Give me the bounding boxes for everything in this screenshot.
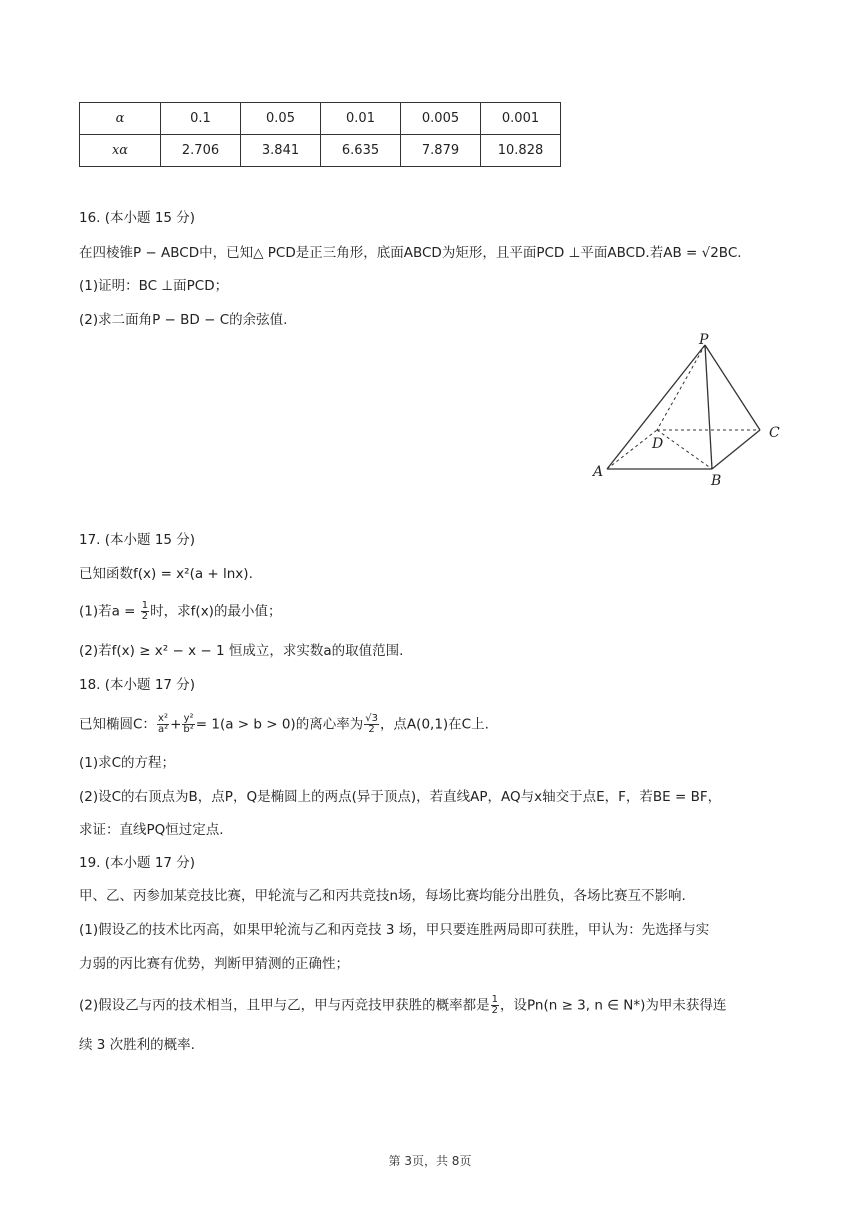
- table-cell: 0.1: [161, 103, 241, 135]
- q16-stem: 在四棱锥P − ABCD中，已知△ PCD是正三角形，底面ABCD为矩形，且平面PCD ⊥平面ABCD.若AB = √2BC.: [79, 245, 742, 261]
- numerator: 1: [491, 994, 498, 1005]
- q17-part1-text: 时，求f(x)的最小值；: [150, 603, 282, 620]
- q18-header: 18. (本小题 17 分): [79, 677, 196, 693]
- critical-value-table: [79, 102, 561, 167]
- table-cell: 10.828: [481, 135, 561, 167]
- q16-header: 16. (本小题 15 分): [79, 210, 196, 226]
- q18-stem-text: 已知椭圆C：: [79, 716, 156, 733]
- q18-part1: (1)求C的方程；: [79, 755, 176, 771]
- numerator: 1: [141, 600, 149, 611]
- q17-part2: (2)若f(x) ≥ x² − x − 1 恒成立，求实数a的取值范围.: [79, 643, 404, 659]
- q18-stem-text: ，点A(0,1)在C上.: [379, 716, 489, 733]
- numerator: x²: [158, 713, 168, 724]
- fraction: [182, 714, 194, 735]
- q19-part1-cont: 力弱的丙比赛有优势，判断甲猜测的正确性；: [79, 956, 349, 972]
- fraction: [491, 995, 499, 1016]
- table-cell: 6.635: [321, 135, 401, 167]
- q17-part1: [79, 601, 281, 622]
- fraction: [141, 601, 149, 622]
- q19-part2-text: (2)假设乙与丙的技术相当，且甲与乙，甲与丙竞技甲获胜的概率都是: [79, 997, 490, 1014]
- vertex-label-a: A: [593, 464, 604, 480]
- q19-part2: [79, 995, 726, 1016]
- q18-stem: [79, 714, 489, 735]
- numerator: y²: [183, 713, 194, 724]
- table-row: [80, 135, 561, 167]
- denominator: 2: [368, 724, 375, 735]
- q17-header: 17. (本小题 15 分): [79, 532, 196, 548]
- plus-sign: +: [170, 716, 182, 733]
- q19-part2-text: ，设Pn(n ≥ 3, n ∈ N*)为甲未获得连: [500, 997, 727, 1014]
- vertex-label-p: P: [699, 332, 709, 348]
- table-cell: 7.879: [401, 135, 481, 167]
- q18-part2-cont: 求证：直线PQ恒过定点.: [79, 822, 224, 838]
- table-cell: 0.05: [241, 103, 321, 135]
- table-cell: 2.706: [161, 135, 241, 167]
- table-cell: 3.841: [241, 135, 321, 167]
- q19-part1: (1)假设乙的技术比丙高，如果甲轮流与乙和丙竞技 3 场，甲只要连胜两局即可获胜，甲认为：先选择与实: [79, 922, 710, 938]
- vertex-label-d: D: [652, 436, 664, 452]
- q17-stem: 已知函数f(x) = x²(a + lnx).: [79, 566, 253, 582]
- table-cell: α: [80, 103, 161, 135]
- q18-stem-text: = 1(a > b > 0)的离心率为: [195, 716, 364, 733]
- table-row: [80, 103, 561, 135]
- q17-part1-text: (1)若a =: [79, 603, 140, 620]
- pyramid-figure: [585, 330, 790, 490]
- q19-stem: 甲、乙、丙参加某竞技比赛，甲轮流与乙和丙共竞技n场，每场比赛均能分出胜负，各场比赛互不影响.: [79, 888, 686, 904]
- table-cell: 0.001: [481, 103, 561, 135]
- table-cell: xα: [80, 135, 161, 167]
- vertex-label-c: C: [769, 425, 780, 441]
- vertex-label-b: B: [711, 473, 722, 489]
- numerator: √3: [365, 713, 378, 724]
- denominator: 2: [491, 1005, 498, 1016]
- q19-part2-cont: 续 3 次胜利的概率.: [79, 1037, 195, 1053]
- fraction: [364, 714, 379, 735]
- denominator: b²: [183, 724, 194, 735]
- table-cell: 0.005: [401, 103, 481, 135]
- q16-part2: (2)求二面角P − BD − C的余弦值.: [79, 312, 288, 328]
- q16-part1: (1)证明：BC ⊥面PCD；: [79, 278, 229, 294]
- q18-part2: (2)设C的右顶点为B，点P，Q是椭圆上的两点(异于顶点)，若直线AP，AQ与x轴交于点E，F，若BE = BF，: [79, 789, 722, 805]
- fraction: [157, 714, 169, 735]
- table-cell: 0.01: [321, 103, 401, 135]
- q19-header: 19. (本小题 17 分): [79, 855, 196, 871]
- denominator: a²: [157, 724, 169, 735]
- denominator: 2: [141, 611, 149, 622]
- page-footer: 第 3页，共 8页: [388, 1154, 472, 1168]
